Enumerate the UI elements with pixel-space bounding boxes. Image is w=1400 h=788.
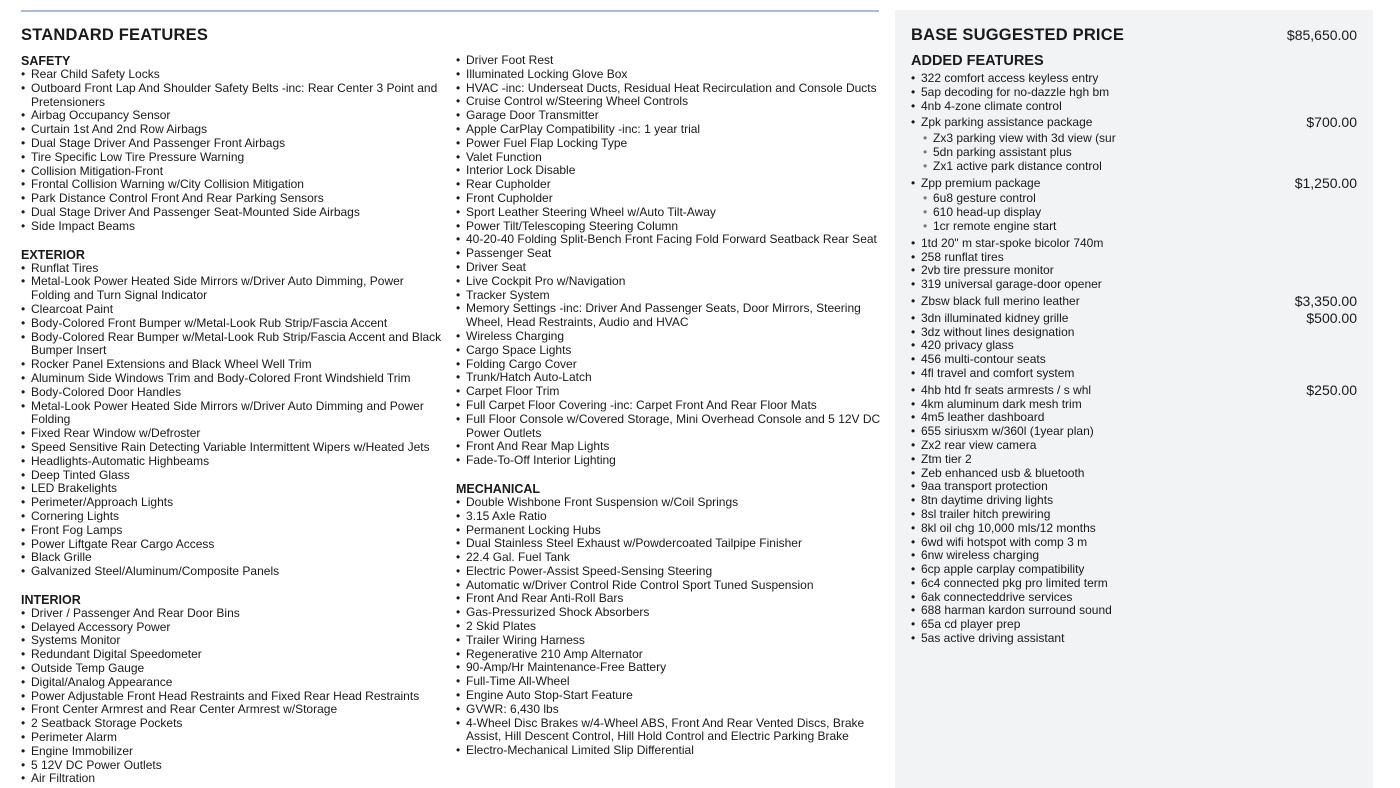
added-feature-item	[911, 522, 1357, 536]
feature-item: • Galvanized Steel/Aluminum/Composite Panels	[21, 565, 446, 579]
added-feature-name: Ztm tier 2	[921, 451, 972, 466]
feature-item: • 22.4 Gal. Fuel Tank	[456, 551, 881, 565]
package-sub-item: • 5dn parking assistant plus	[911, 146, 1357, 160]
pricing-panel	[895, 10, 1373, 788]
added-feature-name: 8sl trailer hitch prewiring	[921, 506, 1051, 521]
feature-item: • Driver Foot Rest	[456, 54, 881, 68]
feature-item: • Air Filtration	[21, 772, 446, 786]
added-feature-name: 420 privacy glass	[921, 338, 1014, 353]
added-feature-item	[911, 86, 1357, 100]
added-feature-name: 6cp apple carplay compatibility	[921, 562, 1085, 577]
added-feature-price: $3,350.00	[1294, 292, 1357, 309]
base-price-row	[911, 26, 1357, 45]
added-feature-item	[911, 494, 1357, 508]
base-price-label: BASE SUGGESTED PRICE	[911, 26, 1125, 44]
added-features-list	[911, 72, 1357, 646]
added-feature-name: 4nb 4-zone climate control	[921, 98, 1062, 113]
added-feature-name: 322 comfort access keyless entry	[921, 71, 1099, 85]
package-sub-item: • Zx3 parking view with 3d view (sur	[911, 132, 1357, 146]
added-feature-item	[911, 251, 1357, 265]
feature-item: • Full-Time All-Wheel	[456, 675, 881, 689]
added-feature-item	[911, 381, 1357, 398]
feature-item: • 4-Wheel Disc Brakes w/4-Wheel ABS, Front And Rear Vented Discs, Brake Assist, Hill Descent Control, Hill Hold Control and Electric Parking Brake	[456, 717, 881, 745]
interior-continued-list	[456, 54, 881, 468]
added-feature-name: 65a cd player prep	[921, 617, 1021, 632]
feature-item: • Metal-Look Power Heated Side Mirrors w/Driver Auto Dimming, Power Folding and Turn Signal Indicator	[21, 275, 446, 303]
added-feature-name: Zbsw black full merino leather	[921, 293, 1080, 308]
feature-item: • Trunk/Hatch Auto-Latch	[456, 371, 881, 385]
features-column-1	[21, 54, 446, 786]
feature-item: • Double Wishbone Front Suspension w/Coil Springs	[456, 496, 881, 510]
interior-list	[21, 607, 446, 786]
feature-item: • Outboard Front Lap And Shoulder Safety Belts -inc: Rear Center 3 Point and Pretensioners	[21, 82, 446, 110]
added-feature-price: $500.00	[1306, 309, 1357, 326]
package-contents	[911, 192, 1357, 233]
added-feature-name: 1td 20" m star-spoke bicolor 740m	[921, 235, 1104, 250]
feature-item: • Trailer Wiring Harness	[456, 634, 881, 648]
feature-item: • Front Center Armrest and Rear Center Armrest w/Storage	[21, 703, 446, 717]
feature-item: • Power Fuel Flap Locking Type	[456, 137, 881, 151]
feature-item: • Valet Function	[456, 151, 881, 165]
feature-item: • Cargo Space Lights	[456, 344, 881, 358]
feature-item: • Rear Cupholder	[456, 178, 881, 192]
added-feature-name: 6ak connecteddrive services	[921, 589, 1073, 604]
feature-item: • Metal-Look Power Heated Side Mirrors w/Driver Auto Dimming and Power Folding	[21, 400, 446, 428]
feature-item: • Perimeter Alarm	[21, 731, 446, 745]
package-sub-item: • Zx1 active park distance control	[911, 160, 1357, 174]
added-feature-name: Zpp premium package	[921, 175, 1041, 190]
feature-item: • Clearcoat Paint	[21, 303, 446, 317]
added-feature-item	[911, 508, 1357, 522]
feature-item: • Systems Monitor	[21, 634, 446, 648]
feature-item: • Park Distance Control Front And Rear Parking Sensors	[21, 192, 446, 206]
feature-item: • Interior Lock Disable	[456, 164, 881, 178]
added-feature-name: 456 multi-contour seats	[921, 352, 1046, 367]
feature-item: • Side Impact Beams	[21, 220, 446, 234]
added-feature-item	[911, 467, 1357, 481]
feature-item: • Body-Colored Door Handles	[21, 386, 446, 400]
added-feature-item	[911, 100, 1357, 114]
feature-item: • GVWR: 6,430 lbs	[456, 703, 881, 717]
safety-list	[21, 68, 446, 234]
added-feature-name: 3dn illuminated kidney grille	[921, 310, 1069, 325]
feature-item: • Sport Leather Steering Wheel w/Auto Tilt-Away	[456, 206, 881, 220]
added-feature-item	[911, 398, 1357, 412]
feature-item: • Curtain 1st And 2nd Row Airbags	[21, 123, 446, 137]
added-feature-price: $700.00	[1306, 114, 1357, 131]
feature-item: • 5 12V DC Power Outlets	[21, 759, 446, 773]
feature-item: • Gas-Pressurized Shock Absorbers	[456, 606, 881, 620]
added-feature-name: Zeb enhanced usb & bluetooth	[921, 465, 1085, 480]
section-heading-mechanical: MECHANICAL	[456, 481, 541, 496]
feature-item: • Front And Rear Map Lights	[456, 440, 881, 454]
feature-item: • Memory Settings -inc: Driver And Passenger Seats, Door Mirrors, Steering Wheel, Head Restraints, Audio and HVAC	[456, 302, 881, 330]
feature-item: • Engine Immobilizer	[21, 745, 446, 759]
features-column-2	[456, 54, 881, 758]
added-feature-name: 6nw wireless charging	[921, 548, 1040, 563]
added-feature-price: $250.00	[1306, 381, 1357, 398]
added-feature-item	[911, 618, 1357, 632]
feature-item: • Runflat Tires	[21, 262, 446, 276]
feature-item: • Illuminated Locking Glove Box	[456, 68, 881, 82]
feature-item: • Folding Cargo Cover	[456, 358, 881, 372]
feature-item: • Driver / Passenger And Rear Door Bins	[21, 607, 446, 621]
added-feature-name: 8tn daytime driving lights	[921, 493, 1054, 508]
added-feature-name: 3dz without lines designation	[921, 324, 1075, 339]
added-feature-item	[911, 453, 1357, 467]
feature-item: • Perimeter/Approach Lights	[21, 496, 446, 510]
added-feature-item	[911, 425, 1357, 439]
added-feature-price: $1,250.00	[1294, 174, 1357, 191]
feature-item: • 2 Seatback Storage Pockets	[21, 717, 446, 731]
added-feature-name: 4hb htd fr seats armrests / s whl	[921, 382, 1092, 397]
feature-item: • Frontal Collision Warning w/City Collision Mitigation	[21, 178, 446, 192]
added-feature-item	[911, 309, 1357, 326]
feature-item: • Dual Stage Driver And Passenger Seat-Mounted Side Airbags	[21, 206, 446, 220]
feature-item: • 2 Skid Plates	[456, 620, 881, 634]
feature-item: • Cruise Control w/Steering Wheel Controls	[456, 95, 881, 109]
feature-item: • 3.15 Axle Ratio	[456, 510, 881, 524]
added-feature-item	[911, 292, 1357, 309]
feature-item: • Driver Seat	[456, 261, 881, 275]
feature-item: • Full Carpet Floor Covering -inc: Carpet Front And Rear Floor Mats	[456, 399, 881, 413]
package-sub-item: • 6u8 gesture control	[911, 192, 1357, 206]
feature-item: • Speed Sensitive Rain Detecting Variable Intermittent Wipers w/Heated Jets	[21, 441, 446, 455]
feature-item: • Aluminum Side Windows Trim and Body-Colored Front Windshield Trim	[21, 372, 446, 386]
added-feature-name: 4fl travel and comfort system	[921, 365, 1075, 380]
added-feature-item	[911, 480, 1357, 494]
added-feature-item	[911, 264, 1357, 278]
feature-item: • Tire Specific Low Tire Pressure Warning	[21, 151, 446, 165]
added-feature-name: 8kl oil chg 10,000 mls/12 months	[921, 520, 1096, 535]
added-feature-item	[911, 439, 1357, 453]
feature-item: • Passenger Seat	[456, 247, 881, 261]
added-feature-name: 258 runflat tires	[921, 249, 1004, 264]
added-feature-name: 6wd wifi hotspot with comp 3 m	[921, 534, 1088, 549]
feature-item: • Garage Door Transmitter	[456, 109, 881, 123]
added-feature-item	[911, 237, 1357, 251]
feature-item: • Automatic w/Driver Control Ride Control Sport Tuned Suspension	[456, 579, 881, 593]
package-sub-item: • 1cr remote engine start	[911, 220, 1357, 234]
feature-item: • Power Tilt/Telescoping Steering Column	[456, 220, 881, 234]
feature-item: • Electric Power-Assist Speed-Sensing Steering	[456, 565, 881, 579]
added-feature-item	[911, 577, 1357, 591]
added-feature-item	[911, 632, 1357, 646]
section-heading-safety: SAFETY	[21, 54, 71, 68]
top-divider-line	[21, 10, 879, 12]
exterior-list	[21, 262, 446, 579]
added-feature-item	[911, 326, 1357, 340]
added-feature-item	[911, 549, 1357, 563]
added-feature-item	[911, 563, 1357, 577]
feature-item: • Rocker Panel Extensions and Black Wheel Well Trim	[21, 358, 446, 372]
added-feature-item	[911, 339, 1357, 353]
added-feature-name: 9aa transport protection	[921, 479, 1048, 494]
added-feature-name: 4m5 leather dashboard	[921, 410, 1045, 425]
feature-item: • Deep Tinted Glass	[21, 469, 446, 483]
feature-item: • Front And Rear Anti-Roll Bars	[456, 592, 881, 606]
feature-item: • HVAC -inc: Underseat Ducts, Residual Heat Recirculation and Console Ducts	[456, 82, 881, 96]
added-feature-name: 688 harman kardon surround sound	[921, 603, 1112, 618]
feature-item: • Power Adjustable Front Head Restraints and Fixed Rear Head Restraints	[21, 690, 446, 704]
section-heading-interior: INTERIOR	[21, 592, 81, 607]
added-feature-item	[911, 174, 1357, 191]
feature-item: • LED Brakelights	[21, 482, 446, 496]
feature-item: • Dual Stage Driver And Passenger Front Airbags	[21, 137, 446, 151]
feature-item: • Airbag Occupancy Sensor	[21, 109, 446, 123]
feature-item: • Engine Auto Stop-Start Feature	[456, 689, 881, 703]
feature-item: • 90-Amp/Hr Maintenance-Free Battery	[456, 661, 881, 675]
section-heading-exterior: EXTERIOR	[21, 247, 85, 262]
feature-item: • Dual Stainless Steel Exhaust w/Powdercoated Tailpipe Finisher	[456, 537, 881, 551]
feature-item: • Full Floor Console w/Covered Storage, Mini Overhead Console and 5 12V DC Power Outlets	[456, 413, 881, 441]
added-feature-item	[911, 411, 1357, 425]
feature-item: • Wireless Charging	[456, 330, 881, 344]
page-title: STANDARD FEATURES	[21, 26, 209, 44]
mechanical-list	[456, 496, 881, 758]
added-feature-name: 4km aluminum dark mesh trim	[921, 396, 1082, 411]
feature-item: • Collision Mitigation-Front	[21, 165, 446, 179]
feature-item: • Apple CarPlay Compatibility -inc: 1 year trial	[456, 123, 881, 137]
added-feature-name: 319 universal garage-door opener	[921, 277, 1102, 292]
feature-item: • Cornering Lights	[21, 510, 446, 524]
feature-item: • Tracker System	[456, 289, 881, 303]
added-feature-item	[911, 536, 1357, 550]
added-feature-item	[911, 591, 1357, 605]
feature-item: • Black Grille	[21, 551, 446, 565]
feature-item: • Permanent Locking Hubs	[456, 524, 881, 538]
added-feature-name: Zx2 rear view camera	[921, 437, 1037, 452]
feature-item: • 40-20-40 Folding Split-Bench Front Facing Fold Forward Seatback Rear Seat	[456, 233, 881, 247]
added-feature-item	[911, 604, 1357, 618]
feature-item: • Front Cupholder	[456, 192, 881, 206]
feature-item: • Digital/Analog Appearance	[21, 676, 446, 690]
package-sub-item: • 610 head-up display	[911, 206, 1357, 220]
added-feature-name: 2vb tire pressure monitor	[921, 263, 1054, 278]
feature-item: • Delayed Accessory Power	[21, 621, 446, 635]
feature-item: • Power Liftgate Rear Cargo Access	[21, 538, 446, 552]
added-feature-item	[911, 353, 1357, 367]
added-feature-item	[911, 72, 1357, 86]
added-feature-name: 655 siriusxm w/360l (1year plan)	[921, 424, 1094, 439]
feature-item: • Live Cockpit Pro w/Navigation	[456, 275, 881, 289]
feature-item: • Outside Temp Gauge	[21, 662, 446, 676]
feature-item: • Electro-Mechanical Limited Slip Differential	[456, 744, 881, 758]
added-features-heading: ADDED FEATURES	[911, 53, 1044, 69]
feature-item: • Fixed Rear Window w/Defroster	[21, 427, 446, 441]
base-price-value: $85,650.00	[1286, 27, 1357, 43]
added-feature-name: 5as active driving assistant	[921, 631, 1065, 646]
feature-item: • Fade-To-Off Interior Lighting	[456, 454, 881, 468]
feature-item: • Front Fog Lamps	[21, 524, 446, 538]
added-feature-name: 6c4 connected pkg pro limited term	[921, 575, 1108, 590]
feature-item: • Regenerative 210 Amp Alternator	[456, 648, 881, 662]
added-feature-item	[911, 367, 1357, 381]
feature-item: • Redundant Digital Speedometer	[21, 648, 446, 662]
package-contents	[911, 132, 1357, 173]
feature-item: • Rear Child Safety Locks	[21, 68, 446, 82]
feature-item: • Headlights-Automatic Highbeams	[21, 455, 446, 469]
feature-item: • Carpet Floor Trim	[456, 385, 881, 399]
feature-item: • Body-Colored Rear Bumper w/Metal-Look Rub Strip/Fascia Accent and Black Bumper Insert	[21, 331, 446, 359]
added-feature-item	[911, 116, 1357, 130]
feature-item: • Body-Colored Front Bumper w/Metal-Look Rub Strip/Fascia Accent	[21, 317, 446, 331]
added-feature-name: 5ap decoding for no-dazzle hgh bm	[921, 84, 1110, 99]
added-feature-item	[911, 278, 1357, 292]
added-feature-name: Zpk parking assistance package	[921, 115, 1093, 130]
